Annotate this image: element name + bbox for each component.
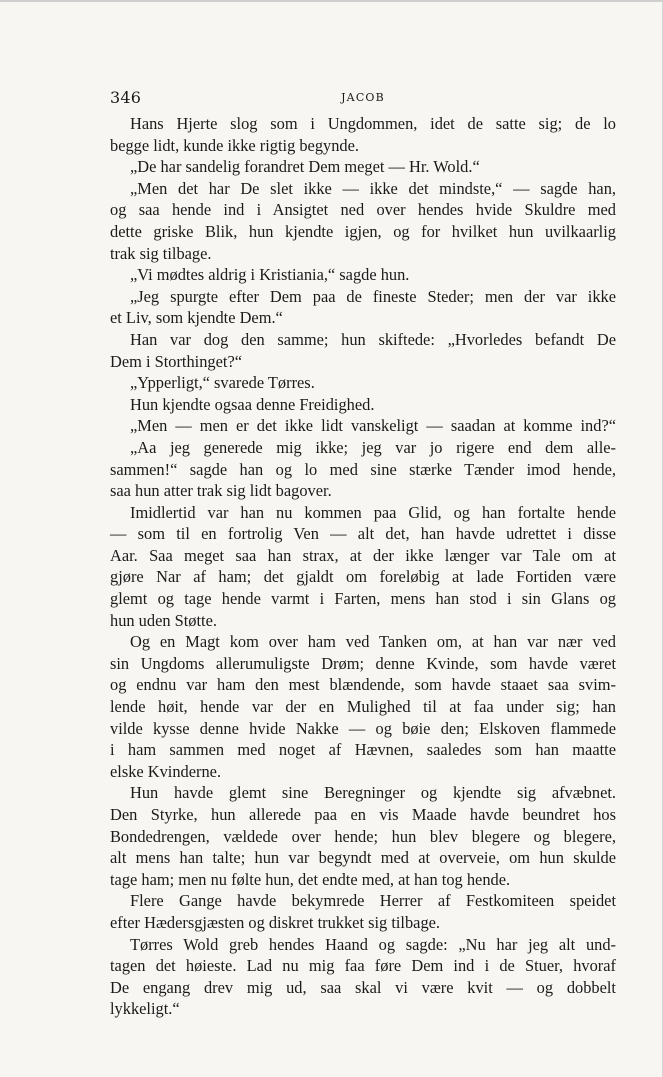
text-line: sin Ungdoms allerumuligste Drøm; denne Kvinde, som havde været [110, 653, 616, 673]
text-line: gjøre Nar af ham; det gjaldt om foreløbig at lade Fortiden være [110, 567, 616, 587]
text-line: lende høit, hende var der en Mulighed til at faa under sig; han [110, 697, 616, 717]
text-line: efter Hædersgjæsten og diskret trukket sig tilbage. [110, 912, 441, 932]
text-line: hun uden Støtte. [110, 610, 217, 630]
text-line: De engang drev mig ud, saa skal vi være kvit — og dobbelt [110, 977, 616, 997]
text-line: begge lidt, kunde ikke rigtig begynde. [110, 135, 359, 155]
text-line: dette griske Blik, hun kjendte igjen, og for hvilket hun uvilkaarlig [110, 221, 616, 241]
text-line: Han var dog den samme; hun skiftede: „Hvorledes befandt De [130, 329, 616, 349]
text-line: Imidlertid var han nu kommen paa Glid, og han fortalte hende [130, 502, 616, 522]
text-line: Hans Hjerte slog som i Ungdommen, idet de satte sig; de lo [130, 114, 616, 133]
text-line: glemt og tage hende varmt i Farten, mens han stod i sin Glans og [110, 589, 616, 609]
text-line: — som til en fortrolig Ven — alt det, han havde udrettet i disse [110, 524, 616, 544]
text-line: „Aa jeg generede mig ikke; jeg var jo rigere end dem alle- [130, 437, 616, 457]
running-title: JACOB [341, 91, 385, 104]
text-line: Bondedrengen, vældede over hende; hun blev blegere og blegere, [110, 826, 616, 846]
text-line: Aar. Saa meget saa han strax, at der ikke længer var Tale om at [110, 545, 616, 565]
text-line: Den Styrke, hun allerede paa en vis Maade havde beundret hos [110, 805, 616, 824]
text-line: alt mens han talte; hun var begyndt med at overveie, om hun skulde [110, 848, 616, 868]
text-line: tage ham; men nu følte hun, det endte med, at han tog hende. [110, 869, 511, 889]
text-line: trak sig tilbage. [110, 243, 212, 263]
text-line: lykkeligt.“ [110, 999, 180, 1019]
text-line: og saa hende ind i Ansigtet ned over hendes hvide Skuldre med [110, 200, 616, 220]
text-line: Tørres Wold greb hendes Haand og sagde: „Nu har jeg alt und- [130, 934, 616, 954]
body-text [110, 113, 616, 1020]
text-line: et Liv, som kjendte Dem.“ [110, 308, 283, 328]
text-line: Hun kjendte ogsaa denne Freidighed. [130, 394, 375, 414]
text-line: Hun havde glemt sine Beregninger og kjendte sig afvæbnet. [130, 783, 616, 803]
text-line: „Ypperligt,“ svarede Tørres. [130, 373, 315, 393]
text-line: tagen det høieste. Lad nu mig faa føre Dem ind i de Stuer, hvoraf [110, 956, 616, 976]
text-line: i ham sammen med noget af Hævnen, saaledes som han maatte [110, 740, 616, 760]
text-line: Dem i Storthinget?“ [110, 351, 243, 371]
text-line: „De har sandelig forandret Dem meget — Hr. Wold.“ [130, 157, 480, 177]
text-line: „Men — men er det ikke lidt vanskeligt — saadan at komme ind?“ [130, 416, 616, 436]
page-number: 346 [110, 88, 142, 107]
page-top-edge [0, 0, 663, 2]
text-line: Og en Magt kom over ham ved Tanken om, at han var nær ved [130, 632, 616, 652]
text-line: saa hun atter trak sig lidt bagover. [110, 481, 332, 501]
text-line: „Jeg spurgte efter Dem paa de fineste Steder; men der var ikke [130, 286, 616, 306]
page-header [110, 88, 616, 108]
text-line: elske Kvinderne. [110, 761, 222, 781]
text-line: og endnu var ham den mest blændende, som havde staaet saa svim- [110, 675, 616, 695]
text-line: vilde kysse denne hvide Nakke — og bøie den; Elskoven flammede [110, 718, 616, 738]
text-line: Flere Gange havde bekymrede Herrer af Festkomiteen speidet [130, 891, 616, 911]
text-line: „Men det har De slet ikke — ikke det mindste,“ — sagde han, [130, 178, 616, 198]
text-line: „Vi mødtes aldrig i Kristiania,“ sagde hun. [130, 265, 410, 285]
text-line: sammen!“ sagde han og lo med sine stærke Tænder imod hende, [110, 459, 616, 479]
